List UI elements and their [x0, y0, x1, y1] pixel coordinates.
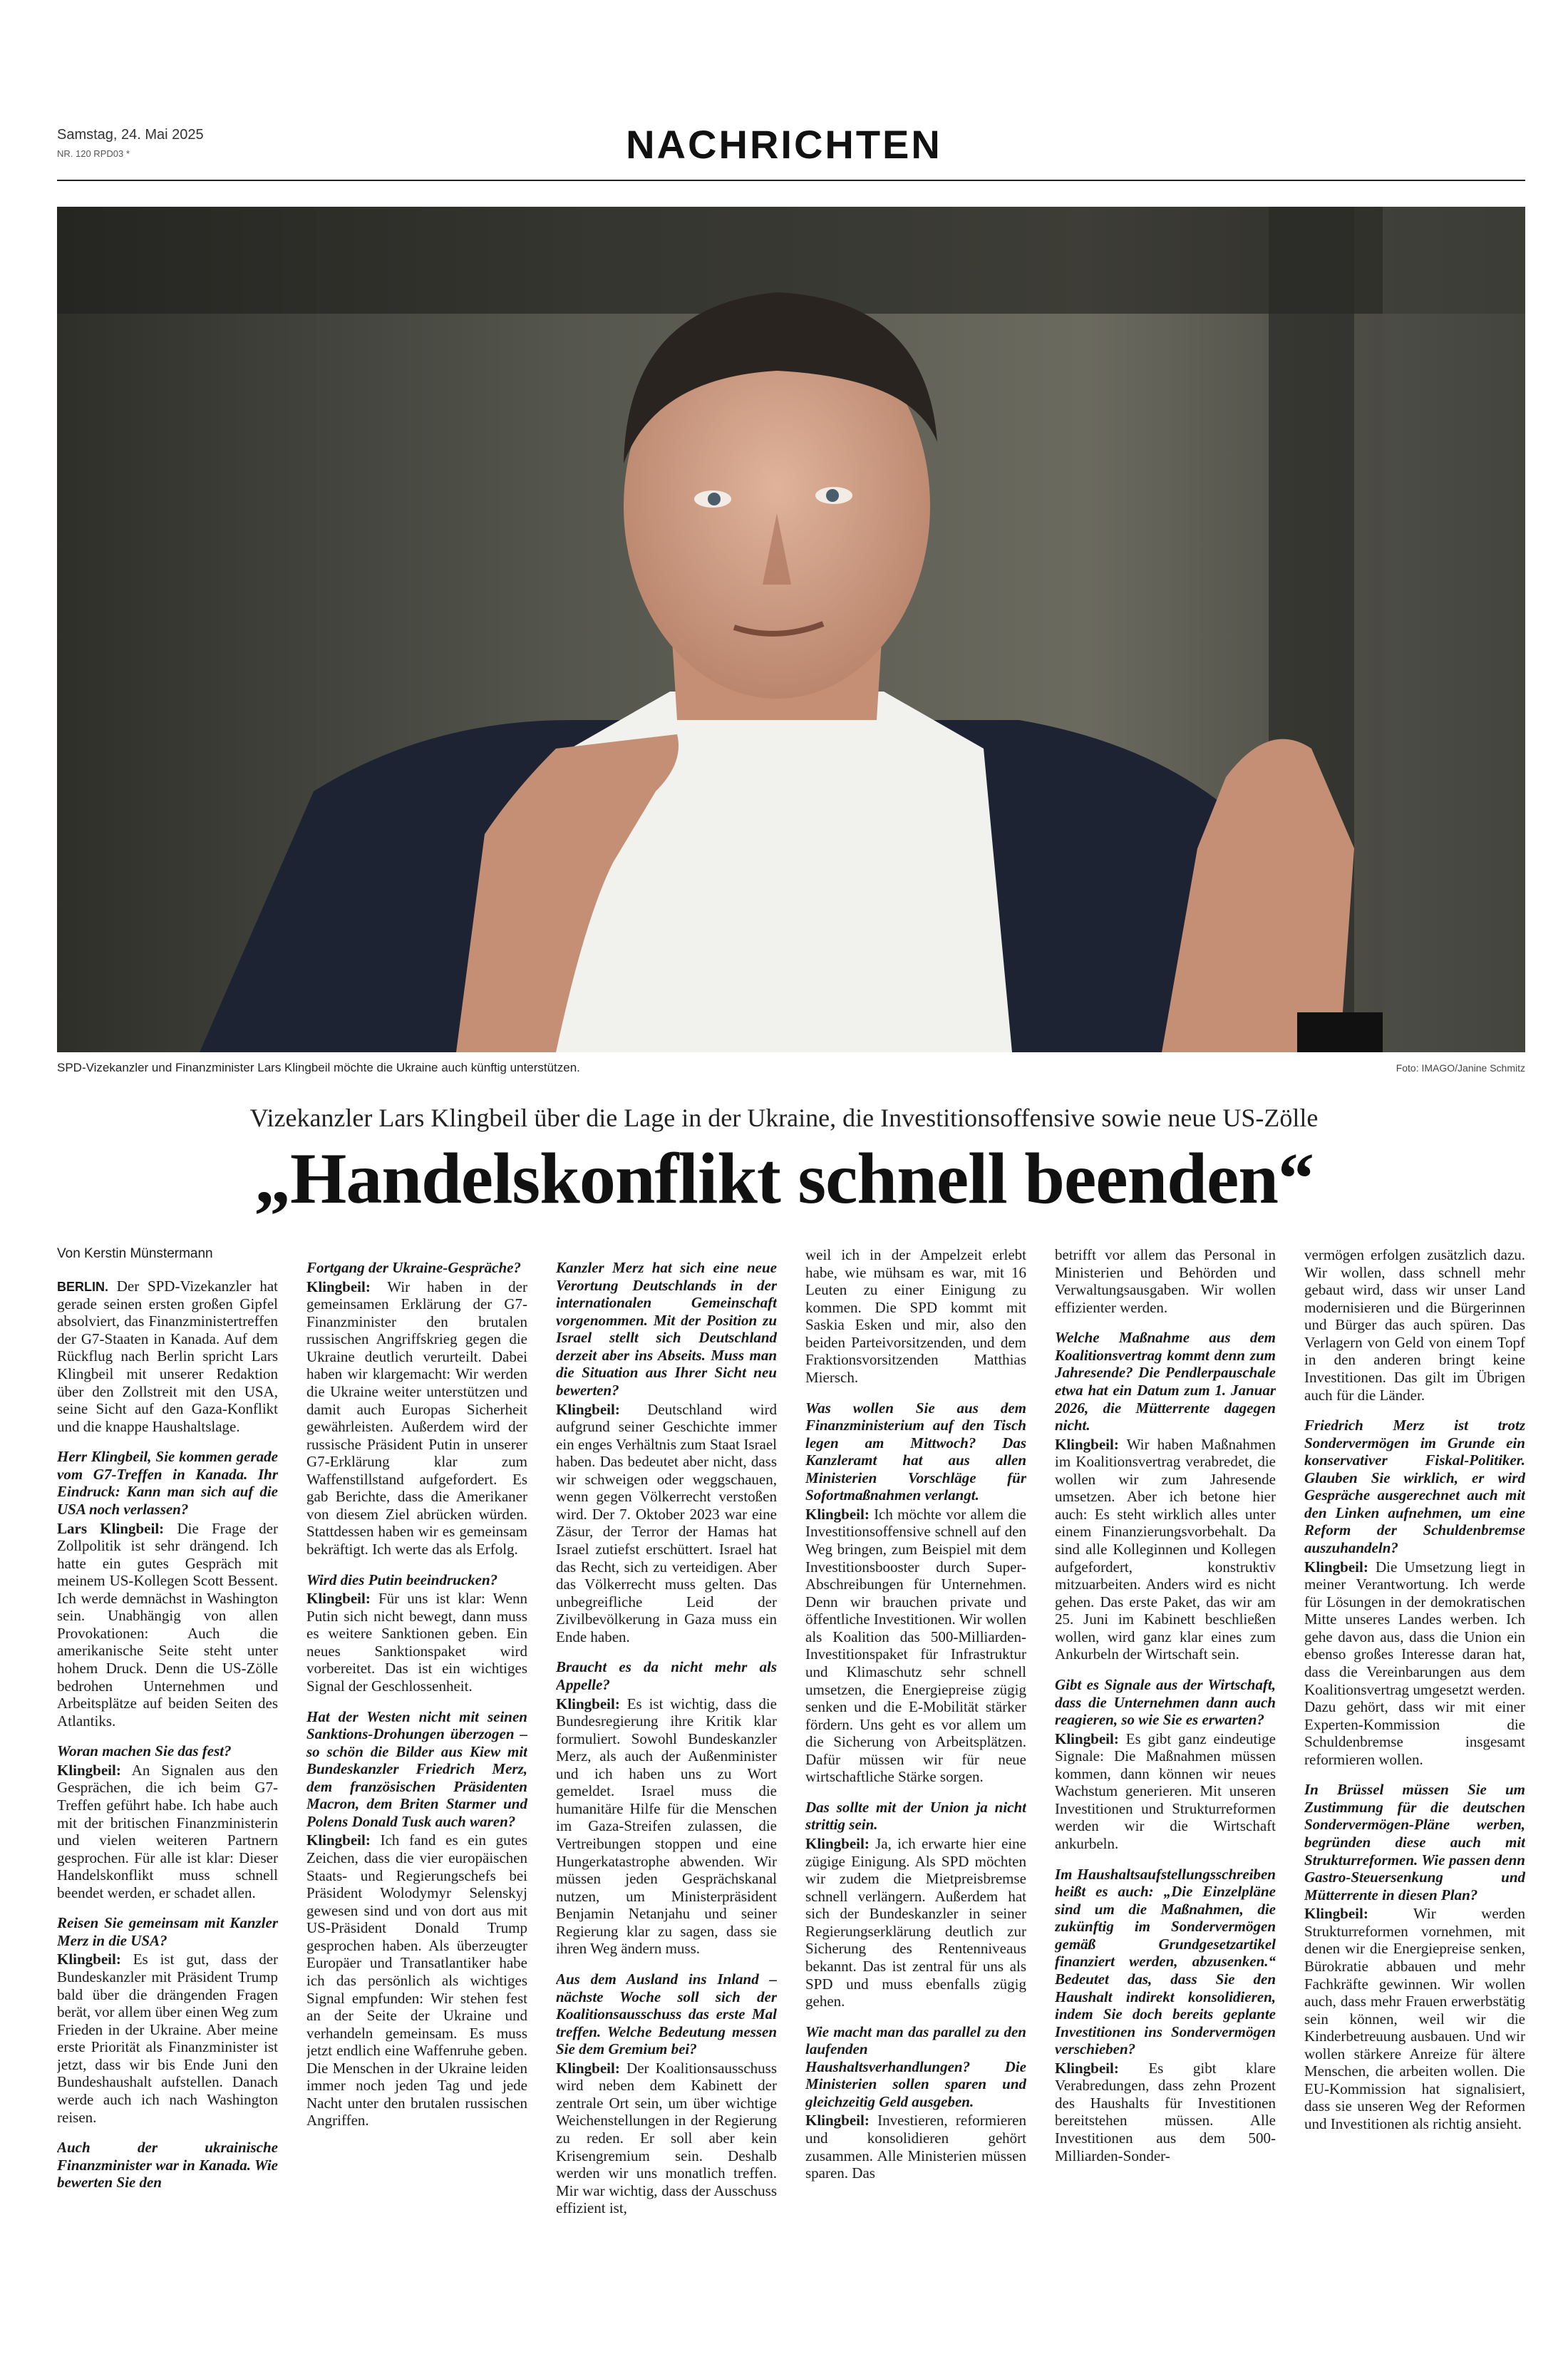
- question: Aus dem Ausland ins Inland – nächste Woche soll sich der Koalitionsausschuss das erste Mal treffen. Welche Bedeutung messen Sie dem Gremium bei?: [556, 1970, 777, 2058]
- answer: Klingbeil: Es ist wichtig, dass die Bundesregierung ihre Kritik klar formuliert. Sowohl Bundeskanzler Merz, als auch der Außenminister und ich haben uns zu Wort gemeldet. Israel muss die humanitäre Hilfe für die Menschen im Gaza-Streifen zulassen, die Vertreibungen stoppen und eine Hungerkatastrophe abwenden. Wir müssen jeden Gesprächskanal nutzen, um Ministerpräsident Benjamin Netanjahu und seiner Regierung klar zu sagen, dass sie ihren Weg ändern muss.: [556, 1695, 777, 1958]
- answer: Klingbeil: Die Umsetzung liegt in meiner Verantwortung. Ich werde für Lösungen in der demokratischen Mitte unseres Landes werben. Ich gehe davon aus, dass die Union ein ebenso großes Interesse daran hat, dass die Vereinbarungen aus dem Koalitionsvertrag umgesetzt werden. Dazu gehört, dass wir mit einer Experten-Kommission die Schuldenbremse insgesamt reformieren wollen.: [1304, 1558, 1525, 1768]
- answer-continued: betrifft vor allem das Personal in Ministerien und Behörden und Verwaltungsausgaben. Wir wollen effizienter werden.: [1055, 1246, 1276, 1316]
- article-headline: „Handelskonflikt schnell beenden“: [254, 1139, 1314, 1219]
- answer: Klingbeil: Wir haben Maßnahmen im Koalitionsvertrag verabredet, die wollen wir zum Jahresende umsetzen. Aber ich betone hier auch: Es steht wirklich alles unter einem Finanzierungsvorbehalt. Da sind alle Kolleginnen und Kollegen aufgefordert, konstruktiv mitzuarbeiten. Anders wird es nicht gehen. Das erste Paket, das wir am 25. Juni im Kabinett beschließen wollen, wird ganz klar eines zum Ankurbeln der Wirtschaft sein.: [1055, 1435, 1276, 1663]
- column-5: [1055, 1246, 1276, 2330]
- answer: Klingbeil: Wir haben in der gemeinsamen Erklärung der G7-Finanzminister den brutalen russischen Angriffskrieg gegen die Ukraine deutlich verurteilt. Dabei haben wir klargemacht: Wir werden die Ukraine weiter unterstützen und damit auch Europas Sicherheit gewährleisten. Außerdem wird der russische Präsident Putin in unserer G7-Erklärung klar zum Waffenstillstand aufgefordert. Es gab Berichte, dass die Amerikaner von diesem Ziel abrücken würden. Stattdessen haben wir es gemeinsam bekräftigt. Ich werte das als Erfolg.: [306, 1278, 527, 1558]
- speaker: Klingbeil:: [805, 2112, 870, 2129]
- answer: Klingbeil: Es ist gut, dass der Bundeskanzler mit Präsident Trump bald über die drängenden Fragen berät, vor allem über einen Weg zum Frieden in der Ukraine. Aber meine erste Priorität als Finanzminister ist jetzt, dass wir bis Ende Juni den Bundeshaushalt aufstellen. Danach werde auch ich nach Washington reisen.: [57, 1951, 278, 2126]
- answer: Klingbeil: An Signalen aus den Gesprächen, die ich beim G7-Treffen geführt habe. Ich habe auch mit der britischen Finanzministerin und vielen weiteren Partnern gesprochen. Für alle ist klar: Dieser Handelskonflikt muss schnell beendet werden, er schadet allen.: [57, 1761, 278, 1901]
- question: Im Haushaltsaufstellungsschreiben heißt es auch: „Die Einzelpläne sind um die Maßnahmen, die zukünftig im Sondervermögen gemäß Grundgesetzartikel finanziert werden, abzusenken.“ Bedeutet das, dass Sie den Haushalt indirekt konsolidieren, indem Sie doch bereits geplante Investitionen ins Sondervermögen verschieben?: [1055, 1865, 1276, 2058]
- answer: Klingbeil: Ich möchte vor allem die Investitionsoffensive schnell auf den Weg bringen, zum Beispiel mit dem Investitionsbooster durch Super-Abschreibungen für Unternehmen. Denn wir brauchen private und öffentliche Investitionen. Wir wollen als Koalition das 500-Milliarden-Investitionspaket für Infrastruktur und Klimaschutz sehr schnell umsetzen, die Energiepreise zügig senken und die E-Mobilität stärker fördern. Uns geht es vor allem um die Sicherung von Arbeitsplätzen. Dafür müssen wir für neue wirtschaftliche Stärke sorgen.: [805, 1505, 1026, 1786]
- question: Was wollen Sie aus dem Finanzministerium auf den Tisch legen am Mittwoch? Das Kanzleramt hat aus allen Ministerien Vorschläge für Sofortmaßnahmen verlangt.: [805, 1399, 1026, 1504]
- question: Kanzler Merz hat sich eine neue Verortung Deutschlands in der internationalen Gemeinschaft vorgenommen. Mit der Position zu Israel stellt sich Deutschland derzeit aber ins Abseits. Muss man die Situation aus Ihrer Sicht neu bewerten?: [556, 1259, 777, 1399]
- speaker: Klingbeil:: [556, 2059, 620, 2077]
- answer: Klingbeil: Es gibt ganz eindeutige Signale: Die Maßnahmen müssen kommen, dann können wir neues Wachstum generieren. Mit unseren Investitionen und Strukturreformen werden wir die Wirtschaft ankurbeln.: [1055, 1730, 1276, 1852]
- question: Welche Maßnahme aus dem Koalitionsvertrag kommt denn zum Jahresende? Die Pendlerpauschale etwa hat ein Datum zum 1. Januar 2026, die Mütterrente dagegen nicht.: [1055, 1329, 1276, 1434]
- article-body: [57, 1246, 1525, 2330]
- speaker: Klingbeil:: [1304, 1905, 1368, 1923]
- question: Reisen Sie gemeinsam mit Kanzler Merz in die USA?: [57, 1914, 278, 1949]
- speaker: Klingbeil:: [1055, 1730, 1119, 1747]
- column-4: [805, 1246, 1026, 2330]
- article-kicker: Vizekanzler Lars Klingbeil über die Lage in der Ukraine, die Investitionsoffensive sowie neue US-Zölle: [249, 1104, 1319, 1132]
- portrait-illustration: [57, 207, 1525, 1052]
- answer: Klingbeil: Der Koalitionsausschuss wird neben dem Kabinett der zentrale Ort sein, um über wichtige Weichenstellungen in der Regierung zu reden. Er soll aber kein Krisengremium sein. Deshalb werden wir uns monatlich treffen. Mir war wichtig, dass der Ausschuss effizient ist,: [556, 2059, 777, 2217]
- speaker: Klingbeil:: [805, 1505, 870, 1523]
- issue-date: Samstag, 24. Mai 2025: [57, 127, 204, 143]
- question: Gibt es Signale aus der Wirtschaft, dass die Unternehmen dann auch reagieren, so wie Sie es erwarten?: [1055, 1675, 1276, 1729]
- column-2: [306, 1246, 527, 2330]
- answer: Klingbeil: Wir werden Strukturreformen vornehmen, mit denen wir die Energiepreise senken, Bürokratie abbauen und mehr Fachkräfte gewinnen. Wir wollen auch, dass mehr Frauen erwerbstätig sein können, weil wir die Kinderbetreuung ausbauen. Und wir wollen stärkere Anreize für ältere Menschen, die arbeiten wollen. Die EU-Kommission hat signalisiert, dass sie unseren Weg der Reformen und Investitionen als richtig ansieht.: [1304, 1905, 1525, 2132]
- question: In Brüssel müssen Sie um Zustimmung für die deutschen Sondervermögen-Pläne werben, begründen diese auch mit Strukturreformen. Wie passen denn Gastro-Steuersenkung und Mütterrente in diesen Plan?: [1304, 1781, 1525, 1903]
- photo-credit: Foto: IMAGO/Janine Schmitz: [1396, 1062, 1525, 1074]
- answer: Klingbeil: Deutschland wird aufgrund seiner Geschichte immer ein enges Verhältnis zum Staat Israel haben. Das bedeutet aber nicht, dass wir schweigen oder weggschauen, wenn gegen Völkerrecht verstoßen wird. Der 7. Oktober 2023 war eine Zäsur, der Terror der Hamas hat Israel zutiefst erschüttert. Israel hat das Recht, sich zu verteidigen. Aber das Völkerrecht muss gelten. Das unbegreifliche Leid der Zivilbevölkerung in Gaza muss ein Ende haben.: [556, 1400, 777, 1645]
- question: Das sollte mit der Union ja nicht strittig sein.: [805, 1798, 1026, 1834]
- speaker: Klingbeil:: [805, 1835, 870, 1852]
- speaker: Klingbeil:: [57, 1951, 121, 1968]
- answer-continued: vermögen erfolgen zusätzlich dazu. Wir wollen, dass schnell mehr gebaut wird, dass wir unser Land modernisieren und die Bürgerinnen und Bürger das auch spüren. Das Verlagern von Geld von einem Topf in den anderen bringt keine Investitionen. Das gilt im Übrigen auch für die Länder.: [1304, 1246, 1525, 1404]
- question: Braucht es da nicht mehr als Appelle?: [556, 1658, 777, 1693]
- question: Fortgang der Ukraine-Gespräche?: [306, 1259, 522, 1276]
- speaker: Klingbeil:: [1055, 1435, 1119, 1453]
- speaker: Klingbeil:: [556, 1400, 620, 1418]
- speaker: Klingbeil:: [57, 1761, 121, 1779]
- answer: Klingbeil: Ja, ich erwarte hier eine zügige Einigung. Als SPD möchten wir zudem die Mietpreisbremse schnell verlängern. Außerdem hat sich der Bundeskanzler in seiner Regierungserklärung deutlich zur Sicherung des Rentenniveaus bekannt. Das ist zentral für uns als SPD und muss ebenfalls zügig gehen.: [805, 1835, 1026, 2010]
- question: Friedrich Merz ist trotz Sondervermögen im Grunde ein konservativer Fiskal-Politiker. Glauben Sie wirklich, er wird Gespräche ausgerechnet auch mit den Linken aufnehmen, um eine Reform der Schuldenbremse auszuhandeln?: [1304, 1417, 1525, 1556]
- speaker: Klingbeil:: [306, 1590, 371, 1608]
- intro-text: Der SPD-Vizekanzler hat gerade seinen ersten großen Gipfel absolviert, das Finanzministertreffen der G7-Staaten in Kanada. Auf dem Rückflug nach Berlin spricht Lars Klingbeil mit unserer Redaktion über den Zollstreit mit den USA, seine Sicht auf den Gaza-Konflikt und die knappe Haushaltslage.: [57, 1278, 278, 1435]
- page-header: [0, 0, 1568, 185]
- answer: Klingbeil: Ich fand es ein gutes Zeichen, dass die vier europäischen Staats- und Regierungschefs bei Präsident Wolodymyr Selenskyj gewesen sind und von dort aus mit US-Präsident Donald Trump gesprochen haben. Als überzeugter Europäer und Transatlantiker habe ich das persönlich als wichtiges Signal empfunden: Wir stehen fest an der Seite der Ukraine und verhandeln gemeinsam. Es muss jetzt endlich eine Waffenruhe geben. Die Menschen in der Ukraine leiden immer noch jeden Tag und jede Nacht unter den brutalen russischen Angriffen.: [306, 1831, 527, 2129]
- question: Hat der Westen nicht mit seinen Sanktions-Drohungen überzogen – so schön die Bilder aus Kiew mit Bundeskanzler Friedrich Merz, dem französischen Präsidenten Macron, dem Briten Starmer und Polens Donald Tusk auch waren?: [306, 1707, 527, 1830]
- column-6: [1304, 1246, 1525, 2330]
- issue-number: NR. 120 RPD03 *: [57, 148, 130, 159]
- answer: Klingbeil: Für uns ist klar: Wenn Putin sich nicht bewegt, dann muss es weitere Sanktionen geben. Ein neues Sanktionspaket wird vorbereitet. Das ist ein wichtiges Signal der Geschlossenheit.: [306, 1590, 527, 1695]
- speaker: Lars Klingbeil:: [57, 1519, 165, 1537]
- question: Wie macht man das parallel zu den laufenden Haushaltsverhandlungen? Die Ministerien sollen sparen und gleichzeitig Geld ausgeben.: [805, 2023, 1026, 2110]
- section-title: NACHRICHTEN: [626, 122, 942, 167]
- photo-caption: SPD-Vizekanzler und Finanzminister Lars Klingbeil möchte die Ukraine auch künftig unterstützen.: [57, 1061, 580, 1074]
- answer: Lars Klingbeil: Die Frage der Zollpolitik ist sehr drängend. Ich hatte ein gutes Gespräch mit meinem US-Kollegen Scott Bessent. Ich werde demnächst in Washington sein. Unabhängig von allen Provokationen: Auch die amerikanische Seite steht unter hohem Druck. Denn die US-Zölle bedrohen Unternehmen und Arbeitsplätze auf beiden Seiten des Atlantiks.: [57, 1519, 278, 1730]
- header-rule: [57, 180, 1525, 181]
- speaker: Klingbeil:: [306, 1831, 371, 1849]
- answer-continued: weil ich in der Ampelzeit erlebt habe, wie mühsam es war, mit 16 Leuten zu einer Einigung zu kommen. Die SPD kommt mit Saskia Esken und mir, also den beiden Parteivorsitzenden, und dem Fraktionsvorsitzenden Matthias Miersch.: [805, 1246, 1026, 1386]
- article-photo: [57, 207, 1525, 1052]
- column-1: [57, 1246, 278, 2330]
- question: Wird dies Putin beeindrucken?: [306, 1571, 498, 1588]
- question: Auch der ukrainische Finanzminister war in Kanada. Wie bewerten Sie den: [57, 2139, 278, 2192]
- answer: Klingbeil: Es gibt klare Verabredungen, dass zehn Prozent des Haushalts für Investitionen bereitstehen müssen. Alle Investitionen aus dem 500-Milliarden-Sonder-: [1055, 2059, 1276, 2164]
- column-3: [556, 1246, 777, 2330]
- question: Woran machen Sie das fest?: [57, 1742, 232, 1760]
- intro-paragraph: [57, 1278, 278, 1435]
- byline: Von Kerstin Münstermann: [57, 1246, 213, 1261]
- answer: Klingbeil: Investieren, reformieren und konsolidieren gehört zusammen. Alle Ministerien müssen sparen. Das: [805, 2112, 1026, 2182]
- question: Herr Klingbeil, Sie kommen gerade vom G7-Treffen in Kanada. Ihr Eindruck: Kann man sich auf die USA noch verlassen?: [57, 1448, 278, 1518]
- speaker: Klingbeil:: [306, 1278, 371, 1295]
- dateline: BERLIN.: [57, 1280, 108, 1295]
- speaker: Klingbeil:: [1055, 2059, 1119, 2077]
- speaker: Klingbeil:: [556, 1695, 620, 1712]
- speaker: Klingbeil:: [1304, 1558, 1368, 1576]
